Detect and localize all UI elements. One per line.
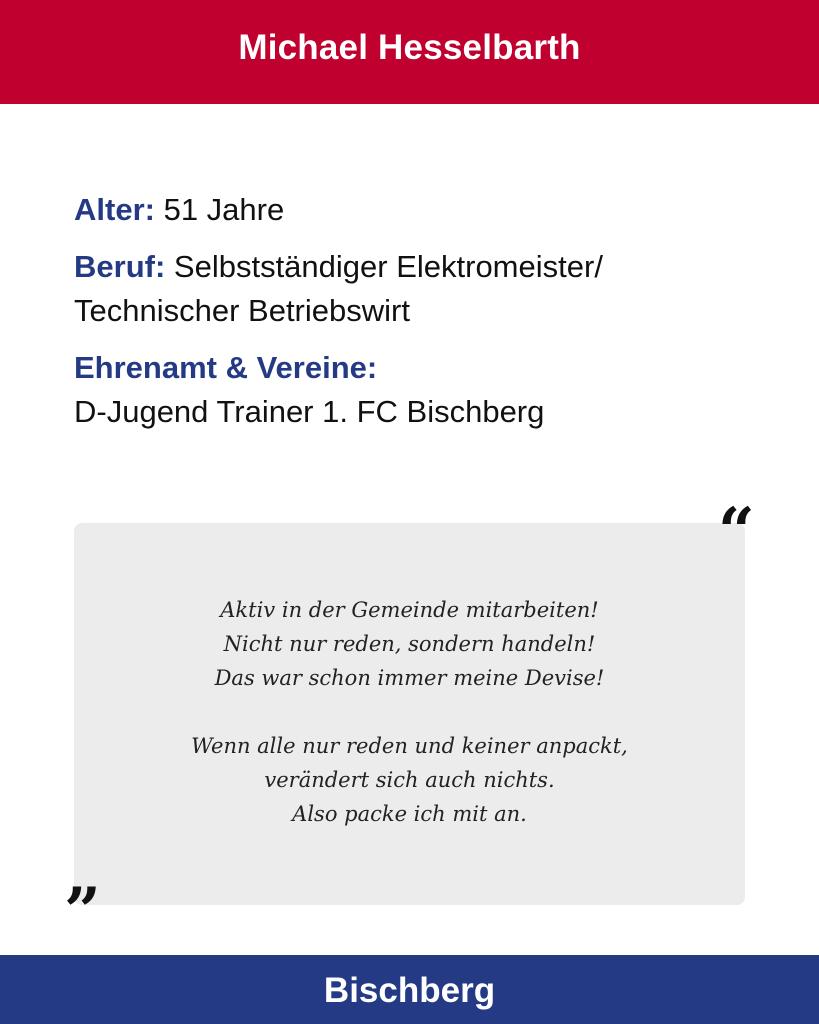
opening-quote-mark-icon: “ bbox=[718, 494, 755, 569]
job-label: Beruf: bbox=[74, 249, 166, 284]
person-name: Michael Hesselbarth bbox=[238, 28, 581, 67]
footer-banner bbox=[0, 955, 819, 1024]
quote-paragraph-gap bbox=[74, 695, 745, 729]
quote-text bbox=[74, 593, 745, 831]
age-row bbox=[74, 188, 774, 232]
closing-quote-mark-icon: ” bbox=[64, 874, 101, 949]
volunteer-value: D-Jugend Trainer 1. FC Bischberg bbox=[74, 394, 545, 429]
volunteer-row bbox=[74, 346, 774, 434]
job-row bbox=[74, 245, 774, 333]
volunteer-label: Ehrenamt & Vereine: bbox=[74, 350, 378, 385]
quote-line: Nicht nur reden, sondern handeln! bbox=[223, 632, 596, 656]
quote-line: Also packe ich mit an. bbox=[292, 802, 527, 826]
header-banner bbox=[0, 0, 819, 104]
quote-line: Aktiv in der Gemeinde mitarbeiten! bbox=[220, 598, 599, 622]
quote-line: Wenn alle nur reden und keiner anpackt, bbox=[191, 734, 628, 758]
quote-line: Das war schon immer meine Devise! bbox=[214, 666, 605, 690]
job-value-line1: Selbstständiger Elektromeister/ bbox=[173, 249, 603, 284]
place-name: Bischberg bbox=[323, 970, 496, 1010]
quote-line: verändert sich auch nichts. bbox=[264, 768, 555, 792]
job-value-line2: Technischer Betriebswirt bbox=[74, 293, 410, 328]
age-label: Alter: bbox=[74, 192, 155, 227]
profile-info bbox=[74, 188, 774, 447]
quote-box bbox=[74, 523, 745, 905]
age-value: 51 Jahre bbox=[163, 192, 285, 227]
